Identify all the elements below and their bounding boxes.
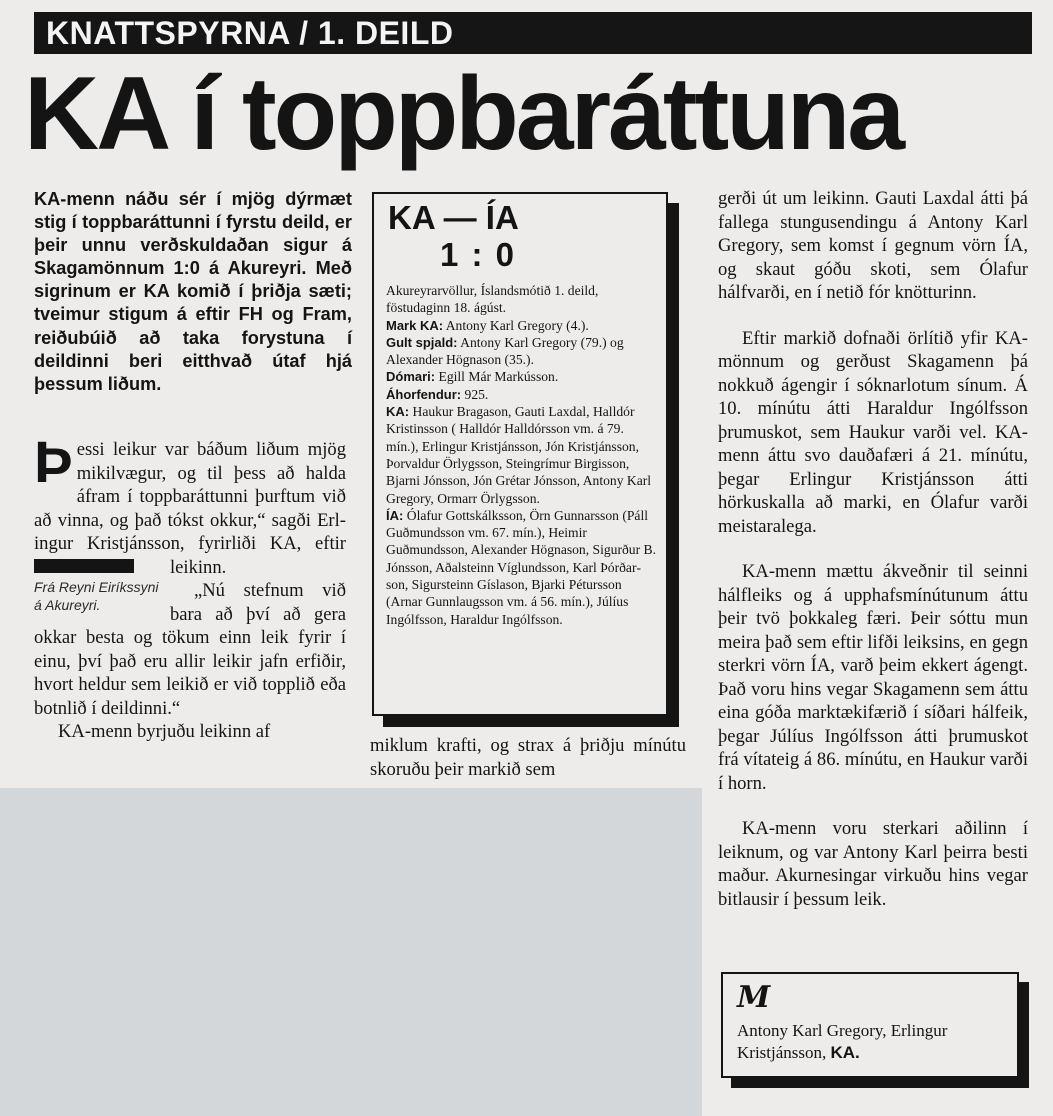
paragraph: KA-menn byrjuðu leikinn af	[58, 721, 271, 742]
newspaper-logo-icon: M	[737, 980, 771, 1015]
label: ÍA:	[386, 507, 404, 523]
paragraph: miklum krafti, og strax á þriðju mínútu skoruðu þeir markið sem	[370, 735, 686, 780]
label: KA:	[386, 404, 410, 420]
paragraph: gerði út um leikinn. Gauti Laxdal átti þá fallega stungusendingu á Antony Karl Gregory, sem komst í gegnum vörn ÍA, og skaut góðu skoti, sem Ólafur hálfvarði, en í netið fór knötturinn.	[718, 188, 1028, 303]
paragraph: „Nú stefnum við bara að því að gera okkar besta og tökum einn leik fyrir í einu, því það eru allir leikir jafn erfiðir, hvort heldur sem leikið er við topplið eða botnlið í deildinni.“	[34, 580, 346, 719]
byline-bar	[34, 559, 134, 573]
ka-lineup	[386, 403, 656, 507]
value: Egill Már Markússon.	[438, 369, 559, 385]
article-column-1	[34, 430, 346, 744]
label: Mark KA:	[386, 317, 444, 333]
label: Áhorfendur:	[386, 386, 462, 402]
byline-block	[34, 559, 164, 615]
team-name: KA.	[830, 1043, 860, 1062]
goal-line	[386, 317, 656, 334]
top-players	[737, 1020, 1007, 1064]
referee-line	[386, 368, 656, 385]
factbox-title: KA — ÍA	[388, 199, 519, 236]
label: Gult spjald:	[386, 334, 458, 350]
cards-line	[386, 334, 656, 369]
value: Antony Karl Gregory (79.) og Alexander Högnason (35.).	[386, 334, 624, 368]
factbox-score: 1 : 0	[440, 236, 517, 273]
venue: Akureyrarvöllur, Íslandsmótið 1. deild, föstudaginn 18. ágúst.	[386, 283, 599, 316]
section-kicker: KNATTSPYRNA / 1. DEILD	[34, 12, 1032, 54]
headline: KA í toppbaráttuna	[24, 56, 903, 172]
drop-cap: Þ	[34, 430, 73, 495]
value: 925.	[464, 386, 489, 402]
match-factbox	[372, 192, 668, 716]
article-column-3	[718, 187, 1028, 933]
player-names: Antony Karl Gregory, Erlingur Kristjánsson,	[737, 1021, 948, 1062]
value: Haukur Bragason, Gauti Laxdal, Halldór Kristinsson ( Halldór Halldórsson vm. á 79. mín.), Erlingur Kristjánsson, Jón Kristjánsson, Þorvaldur Örlygsson, Steingrímur Birgisson, Bjarni Jónsson, Jón Grétar Jónsson, Antony Karl Gregory, Ormarr Örlygsson.	[386, 404, 652, 506]
lead-paragraph: KA-menn náðu sér í mjög dýrmæt stig í toppbaráttunni í fyrstu deild, er þeir unnu verðskuldaðan sigur á Skagamönnum 1:0 á Akureyri. Með sigrinum er KA komið í þriðja sæti; tveimur stigum á eftir FH og Fram, reiðubúið að taka forystuna í deildinni beri eitthvað útaf hjá þessum liðum.	[34, 189, 352, 394]
attendance-line	[386, 386, 656, 403]
article-column-2	[370, 734, 686, 781]
label: Dómari:	[386, 369, 436, 385]
value: Antony Karl Gregory (4.).	[445, 317, 589, 333]
value: Ólafur Gottskálksson, Örn Gunnarsson (Páll Guðmundsson vm. 67. mín.), Heimir Guðmundsson, Alexander Högnason, Sigurður B. Jónsson, Aðalsteinn Víglundsson, Karl Þórðarson, Sigursteinn Gíslason, Bjarki Pétursson (Arnar Gunnlaugsson vm. á 56. mín.), Júlíus Ingólfsson, Haraldur Ingólfsson.	[386, 507, 656, 627]
byline: Frá Reyni Eiríkssyni á Akureyri.	[34, 578, 159, 613]
paragraph: Eftir markið dofnaði örlítið yfir KA-mönnum og gerðust Skagamenn þá nokkuð ágengir í sóknarlotum sínum. Á 10. mínútu átti Haraldur Ingólfsson þrumuskot, sem Haukur varði vel. KA-menn áttu svo dauðafæri á 21. mínútu, þegar Erlingur Kristjánsson átti hörkuskalla að marki, en Ólafur varði meistaralega.	[718, 327, 1028, 537]
paragraph: KA-menn mættu ákveðnir til seinni hálfleiks og á upphafsmínútunum áttu þeir tvö þokkaleg færi. Þeir sóttu mun meira það sem eftir lifði leiksins, en gegn sterkri vörn ÍA, varð þeim ekkert ágengt. Það voru hins vegar Skagamenn sem áttu eina góða marktækifærið í síðari hálfeik, þegar Júlíus Ingólfsson átti þrumuskot frá vítateig á 86. mínútu, en Haukur varði í horn.	[718, 561, 1028, 794]
paragraph: KA-menn voru sterkari aðilinn í leiknum, og var Antony Karl þeirra besti maður. Akurnesingar virkuðu hins vegar bitlausir í þessum leik.	[718, 818, 1028, 910]
ia-lineup	[386, 507, 656, 628]
top-players-box	[721, 972, 1019, 1078]
paragraph: essi leikur var báðum liðum mjög mikilvægur, og til þess að halda áfram í toppbaráttunni þurftum við að vinna, og það tókst okkur,“ sagði Erlingur Kristjánsson, fyrirliði KA, eftir leikinn.	[34, 439, 346, 578]
factbox-details	[386, 282, 656, 628]
